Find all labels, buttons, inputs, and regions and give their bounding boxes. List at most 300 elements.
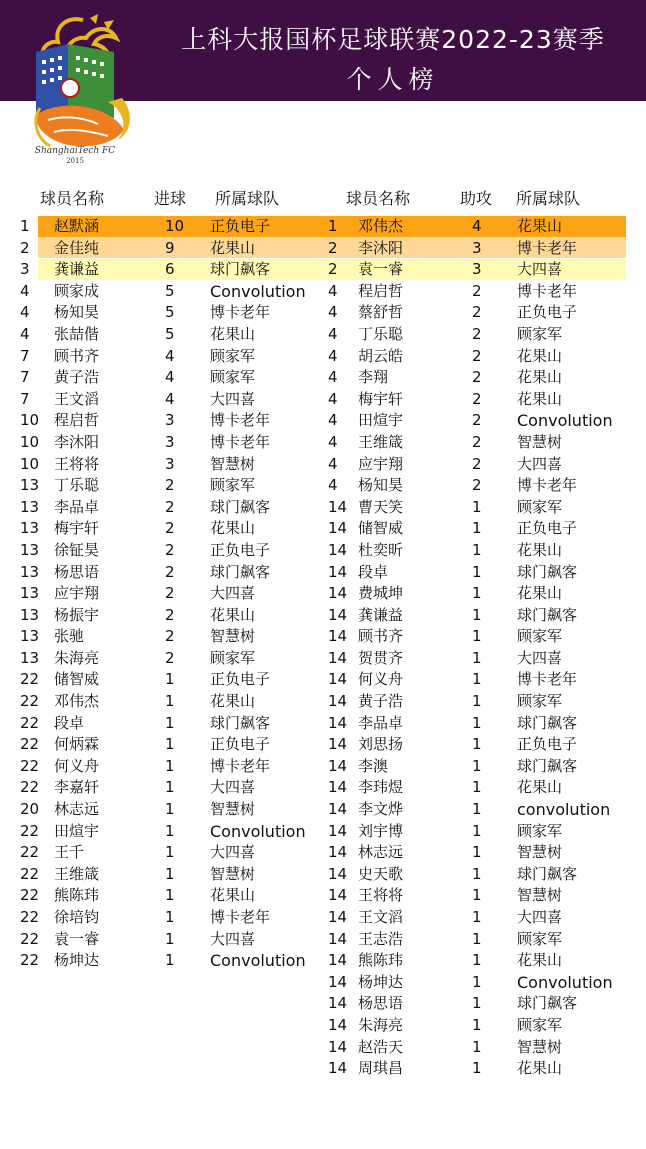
assists-player-name: 顾书齐 (358, 627, 404, 646)
assists-rank: 14 (328, 778, 348, 797)
scorers-row (0, 475, 320, 497)
assists-player-name: 胡云皓 (358, 346, 404, 365)
assists-team-name: 博卡老年 (517, 238, 578, 257)
assists-count-header: 助攻 (460, 189, 493, 208)
assists-team-name: 顾家军 (517, 929, 563, 948)
scorers-rank: 13 (20, 627, 40, 646)
scorers-row (0, 842, 320, 864)
scorers-team-name: 大四喜 (210, 929, 256, 948)
scorers-rank: 22 (20, 929, 40, 948)
scorers-rank: 22 (20, 843, 40, 862)
scorers-goals-count: 9 (165, 238, 175, 257)
scorers-player-name: 储智威 (54, 670, 100, 689)
scorers-team-name: 正负电子 (210, 670, 271, 689)
assists-row (320, 410, 646, 432)
scorers-goals-count: 1 (165, 800, 175, 819)
scorers-rank: 13 (20, 476, 40, 495)
scorers-team-name: 花果山 (210, 324, 256, 343)
scorers-row (0, 713, 320, 735)
assists-rank: 14 (328, 497, 348, 516)
assists-row (320, 302, 646, 324)
scorers-rank: 13 (20, 519, 40, 538)
scorers-row (0, 756, 320, 778)
assists-assists-count: 1 (472, 800, 482, 819)
scorers-rank: 7 (20, 389, 30, 408)
scorers-row (0, 929, 320, 951)
assists-rank: 14 (328, 994, 348, 1013)
scorers-goals-header: 进球 (154, 189, 187, 208)
assists-player-header: 球员名称 (346, 189, 411, 208)
assists-rank: 14 (328, 756, 348, 775)
assists-row (320, 562, 646, 584)
assists-rank: 2 (328, 260, 338, 279)
assists-player-name: 李玮煜 (358, 778, 404, 797)
assists-row (320, 518, 646, 540)
assists-team-name: 球门飙客 (517, 864, 578, 883)
assists-team-name: 大四喜 (517, 648, 563, 667)
scorers-player-name: 林志远 (54, 800, 100, 819)
assists-assists-count: 1 (472, 670, 482, 689)
scorers-rank: 2 (20, 238, 30, 257)
scorers-row (0, 605, 320, 627)
assists-team-name: 花果山 (517, 217, 563, 235)
scorers-row (0, 410, 320, 432)
scorers-rank: 10 (20, 411, 40, 430)
assists-rank: 14 (328, 540, 348, 559)
assists-rank: 14 (328, 951, 348, 970)
scorers-rank: 22 (20, 864, 40, 883)
assists-row (320, 475, 646, 497)
assists-team-name: 花果山 (517, 540, 563, 559)
scorers-rank: 22 (20, 670, 40, 689)
assists-assists-count: 1 (472, 821, 482, 840)
assists-player-name: 熊陈玮 (358, 951, 404, 970)
scorers-row (0, 432, 320, 454)
assists-team-name: 智慧树 (517, 432, 563, 451)
assists-row (320, 432, 646, 454)
scorers-rank: 13 (20, 584, 40, 603)
assists-team-name: Convolution (517, 411, 613, 431)
assists-assists-count: 1 (472, 519, 482, 538)
scorers-rank: 4 (20, 281, 30, 300)
assists-team-name: 花果山 (517, 951, 563, 970)
scorers-team-name: 博卡老年 (210, 411, 271, 430)
assists-player-name: 刘宇博 (358, 821, 404, 840)
scorers-team-name: 顾家军 (210, 368, 256, 387)
scorers-row (0, 497, 320, 519)
assists-team-name: 顾家军 (517, 692, 563, 711)
scorers-player-name: 李沐阳 (54, 432, 100, 451)
assists-team-name: 花果山 (517, 778, 563, 797)
scorers-row (0, 562, 320, 584)
assists-row (320, 324, 646, 346)
scorers-player-name: 王文滔 (54, 389, 100, 408)
scorers-team-name: 博卡老年 (210, 303, 271, 322)
assists-rank: 4 (328, 324, 338, 343)
assists-team-name: 花果山 (517, 346, 563, 365)
assists-player-name: 李沐阳 (358, 238, 404, 257)
scorers-rank: 13 (20, 605, 40, 624)
scorers-player-name: 杨思语 (54, 562, 100, 581)
assists-row (320, 907, 646, 929)
scorers-player-name: 金佳纯 (54, 238, 100, 257)
scorers-rank: 13 (20, 540, 40, 559)
scorers-team-name: 花果山 (210, 519, 256, 538)
scorers-team-name: 顾家军 (210, 648, 256, 667)
assists-player-name: 朱海亮 (358, 1015, 404, 1034)
scorers-row (0, 777, 320, 799)
scorers-goals-count: 3 (165, 411, 175, 430)
scorers-rank: 7 (20, 368, 30, 387)
scorers-goals-count: 2 (165, 584, 175, 603)
scorers-player-name: 龚谦益 (54, 260, 100, 279)
assists-rank: 14 (328, 972, 348, 991)
assists-player-name: 杨知昊 (358, 476, 404, 495)
assists-team-name: 大四喜 (517, 908, 563, 926)
assists-row (320, 842, 646, 864)
scorers-goals-count: 4 (165, 368, 175, 387)
assists-player-name: 袁一睿 (358, 260, 404, 279)
scorers-team-name: 球门飙客 (210, 562, 271, 581)
assists-assists-count: 1 (472, 735, 482, 754)
scorers-goals-count: 6 (165, 260, 175, 279)
scorers-goals-count: 5 (165, 281, 175, 300)
scorers-table (0, 216, 320, 972)
assists-player-name: 龚谦益 (358, 605, 404, 624)
scorers-player-name: 王千 (54, 843, 85, 862)
scorers-goals-count: 1 (165, 670, 175, 689)
assists-team-name: 球门飙客 (517, 713, 578, 732)
assists-rank: 14 (328, 562, 348, 581)
scorers-team-name: 花果山 (210, 692, 256, 711)
page-subtitle: 个人榜 (346, 65, 440, 94)
assists-player-name: 段卓 (358, 562, 389, 581)
assists-player-name: 杜奕昕 (358, 540, 404, 559)
assists-row (320, 799, 646, 821)
assists-team-name: 球门飙客 (517, 994, 578, 1013)
assists-assists-count: 2 (472, 454, 482, 473)
assists-rank: 14 (328, 864, 348, 883)
scorers-player-name: 顾书齐 (54, 346, 100, 365)
scorers-row (0, 540, 320, 562)
assists-row (320, 346, 646, 368)
scorers-team-name: 花果山 (210, 886, 256, 905)
scorers-team-name: 大四喜 (210, 389, 256, 408)
assists-team-name: 正负电子 (517, 519, 578, 538)
assists-row (320, 950, 646, 972)
assists-player-name: 丁乐聪 (358, 324, 404, 343)
scorers-goals-count: 1 (165, 908, 175, 926)
assists-row (320, 1058, 646, 1080)
scorers-row (0, 281, 320, 303)
scorers-player-name: 徐钲昊 (54, 540, 100, 559)
assists-team-name: 花果山 (517, 584, 563, 603)
scorers-goals-count: 2 (165, 540, 175, 559)
scorers-goals-count: 1 (165, 864, 175, 883)
assists-rank: 14 (328, 713, 348, 732)
assists-player-name: 黄子浩 (358, 692, 404, 711)
scorers-row (0, 583, 320, 605)
assists-row (320, 454, 646, 476)
scorers-rank: 10 (20, 454, 40, 473)
assists-team-name: 顾家军 (517, 324, 563, 343)
scorers-player-name: 赵默涵 (54, 217, 100, 235)
scorers-team-name: 球门飙客 (210, 260, 271, 279)
scorers-row (0, 367, 320, 389)
assists-assists-count: 1 (472, 497, 482, 516)
assists-player-name: 王文滔 (358, 908, 404, 926)
scorers-player-name: 黄子浩 (54, 368, 100, 387)
scorers-player-name: 李品卓 (54, 497, 100, 516)
assists-rank: 14 (328, 670, 348, 689)
assists-team-name: 大四喜 (517, 454, 563, 473)
assists-player-name: 王志浩 (358, 929, 404, 948)
assists-player-name: 周琪昌 (358, 1059, 404, 1078)
scorers-team-name: 博卡老年 (210, 908, 271, 926)
scorers-rank: 22 (20, 735, 40, 754)
assists-assists-count: 1 (472, 605, 482, 624)
scorers-goals-count: 1 (165, 843, 175, 862)
assists-team-name: convolution (517, 800, 611, 820)
scorers-goals-count: 5 (165, 303, 175, 322)
assists-assists-count: 1 (472, 713, 482, 732)
assists-rank: 4 (328, 476, 338, 495)
scorers-team-name: 球门飙客 (210, 497, 271, 516)
assists-rank: 14 (328, 929, 348, 948)
scorers-rank: 7 (20, 346, 30, 365)
assists-row (320, 259, 646, 281)
assists-team-name: 正负电子 (517, 735, 578, 754)
scorers-player-name: 杨振宇 (54, 605, 100, 624)
scorers-goals-count: 1 (165, 929, 175, 948)
scorers-team-name: 大四喜 (210, 778, 256, 797)
scorers-team-name: 智慧树 (210, 454, 256, 473)
assists-row (320, 972, 646, 994)
scorers-team-name: 智慧树 (210, 800, 256, 819)
assists-row (320, 216, 646, 238)
assists-row (320, 1015, 646, 1037)
scorers-row (0, 821, 320, 843)
assists-player-name: 杨思语 (358, 994, 404, 1013)
scorers-rank: 13 (20, 562, 40, 581)
scorers-row (0, 389, 320, 411)
scorers-goals-count: 2 (165, 627, 175, 646)
assists-team-name: 博卡老年 (517, 670, 578, 689)
scorers-team-name: 智慧树 (210, 864, 256, 883)
assists-rank: 4 (328, 454, 338, 473)
assists-row (320, 540, 646, 562)
assists-row (320, 1037, 646, 1059)
scorers-row (0, 626, 320, 648)
assists-rank: 14 (328, 584, 348, 603)
assists-assists-count: 2 (472, 281, 482, 300)
assists-assists-count: 1 (472, 864, 482, 883)
assists-team-name: 顾家军 (517, 497, 563, 516)
assists-assists-count: 1 (472, 994, 482, 1013)
scorers-rank: 22 (20, 886, 40, 905)
assists-row (320, 669, 646, 691)
assists-assists-count: 2 (472, 368, 482, 387)
scorers-player-name: 顾家成 (54, 281, 100, 300)
assists-row (320, 691, 646, 713)
assists-assists-count: 1 (472, 648, 482, 667)
scorers-player-name: 张驰 (54, 627, 85, 646)
assists-team-name: 花果山 (517, 368, 563, 387)
assists-row (320, 626, 646, 648)
scorers-row (0, 864, 320, 886)
assists-player-name: 邓伟杰 (358, 217, 404, 235)
assists-rank: 14 (328, 519, 348, 538)
scorers-goals-count: 1 (165, 692, 175, 711)
scorers-team-name: 球门飙客 (210, 713, 271, 732)
assists-player-name: 李品卓 (358, 713, 404, 732)
scorers-player-name: 徐培钧 (54, 908, 100, 926)
scorers-row (0, 907, 320, 929)
scorers-goals-count: 3 (165, 432, 175, 451)
scorers-rank: 4 (20, 303, 30, 322)
scorers-player-name: 张喆偕 (54, 324, 100, 343)
scorers-goals-count: 1 (165, 735, 175, 754)
scorers-goals-count: 1 (165, 951, 175, 970)
assists-assists-count: 1 (472, 540, 482, 559)
assists-row (320, 777, 646, 799)
assists-rank: 14 (328, 843, 348, 862)
scorers-player-name: 杨坤达 (54, 951, 100, 970)
scorers-player-name: 王维箴 (54, 864, 100, 883)
assists-assists-count: 1 (472, 951, 482, 970)
assists-rank: 14 (328, 692, 348, 711)
scorers-row (0, 518, 320, 540)
scorers-rank: 3 (20, 260, 30, 279)
assists-player-name: 赵浩天 (358, 1037, 404, 1056)
assists-assists-count: 1 (472, 972, 482, 991)
assists-player-name: 刘思扬 (358, 735, 404, 754)
assists-team-name: 顾家军 (517, 821, 563, 840)
scorers-player-name: 田煊宇 (54, 821, 100, 840)
assists-team-name: 博卡老年 (517, 476, 578, 495)
assists-assists-count: 2 (472, 476, 482, 495)
assists-player-name: 何义舟 (358, 670, 404, 689)
assists-rank: 4 (328, 303, 338, 322)
scorers-player-name: 杨知昊 (54, 303, 100, 322)
assists-rank: 14 (328, 1059, 348, 1078)
assists-assists-count: 1 (472, 1059, 482, 1078)
assists-row (320, 993, 646, 1015)
scorers-row (0, 885, 320, 907)
assists-team-name: 智慧树 (517, 843, 563, 862)
assists-row (320, 367, 646, 389)
assists-team-name: 球门飙客 (517, 756, 578, 775)
scorers-goals-count: 2 (165, 605, 175, 624)
assists-row (320, 389, 646, 411)
assists-rank: 14 (328, 1037, 348, 1056)
scorers-rank: 1 (20, 217, 30, 235)
assists-team-name: 顾家军 (517, 627, 563, 646)
scorers-goals-count: 5 (165, 324, 175, 343)
scorers-row (0, 324, 320, 346)
scorers-team-name: 正负电子 (210, 540, 271, 559)
scorers-team-name: Convolution (210, 821, 306, 841)
scorers-row (0, 216, 320, 238)
assists-team-name: 花果山 (517, 1059, 563, 1078)
assists-team-name: 大四喜 (517, 260, 563, 279)
assists-assists-count: 1 (472, 778, 482, 797)
assists-row (320, 583, 646, 605)
scorers-team-name: 大四喜 (210, 584, 256, 603)
scorers-row (0, 799, 320, 821)
assists-player-name: 王维箴 (358, 432, 404, 451)
assists-assists-count: 1 (472, 843, 482, 862)
scorers-goals-count: 1 (165, 821, 175, 840)
assists-player-name: 贺贯齐 (358, 648, 404, 667)
scorers-rank: 22 (20, 756, 40, 775)
assists-table (320, 216, 646, 1080)
assists-team-header: 所属球队 (516, 189, 581, 208)
assists-team-name: 球门飙客 (517, 562, 578, 581)
assists-assists-count: 4 (472, 217, 482, 235)
scorers-row (0, 259, 320, 281)
assists-player-name: 费城坤 (358, 584, 404, 603)
assists-assists-count: 2 (472, 346, 482, 365)
assists-player-name: 曹天笑 (358, 497, 404, 516)
scorers-player-name: 朱海亮 (54, 648, 100, 667)
scorers-player-name: 袁一睿 (54, 929, 100, 948)
assists-row (320, 648, 646, 670)
assists-row (320, 605, 646, 627)
assists-rank: 14 (328, 605, 348, 624)
scorers-team-name: 正负电子 (210, 217, 271, 235)
assists-player-name: 李文烨 (358, 800, 404, 819)
scorers-goals-count: 1 (165, 756, 175, 775)
assists-row (320, 713, 646, 735)
assists-assists-count: 1 (472, 692, 482, 711)
scorers-row (0, 454, 320, 476)
assists-row (320, 238, 646, 260)
scorers-player-name: 熊陈玮 (54, 886, 100, 905)
assists-assists-count: 2 (472, 389, 482, 408)
scorers-team-header: 所属球队 (215, 189, 280, 208)
assists-row (320, 281, 646, 303)
scorers-player-name: 何义舟 (54, 756, 100, 775)
scorers-rank: 22 (20, 713, 40, 732)
assists-assists-count: 1 (472, 1015, 482, 1034)
logo-year: 2015 (66, 157, 84, 165)
assists-team-name: 花果山 (517, 389, 563, 408)
scorers-row (0, 691, 320, 713)
scorers-rank: 4 (20, 324, 30, 343)
assists-assists-count: 3 (472, 238, 482, 257)
scorers-rank: 10 (20, 432, 40, 451)
assists-player-name: 田煊宇 (358, 411, 404, 430)
scorers-player-name: 段卓 (54, 713, 85, 732)
assists-assists-count: 1 (472, 562, 482, 581)
scorers-team-name: 花果山 (210, 605, 256, 624)
scorers-goals-count: 2 (165, 562, 175, 581)
assists-player-name: 程启哲 (358, 281, 404, 300)
scorers-team-name: 博卡老年 (210, 756, 271, 775)
assists-assists-count: 1 (472, 627, 482, 646)
assists-team-name: 智慧树 (517, 886, 563, 905)
scorers-team-name: 大四喜 (210, 843, 256, 862)
scorers-team-name: 智慧树 (210, 627, 256, 646)
assists-player-name: 王将将 (358, 886, 404, 905)
assists-player-name: 李翔 (358, 368, 389, 387)
assists-rank: 14 (328, 800, 348, 819)
assists-assists-count: 2 (472, 303, 482, 322)
assists-player-name: 储智威 (358, 519, 404, 538)
scorers-player-name: 应宇翔 (54, 584, 100, 603)
assists-player-name: 李澳 (358, 756, 389, 775)
